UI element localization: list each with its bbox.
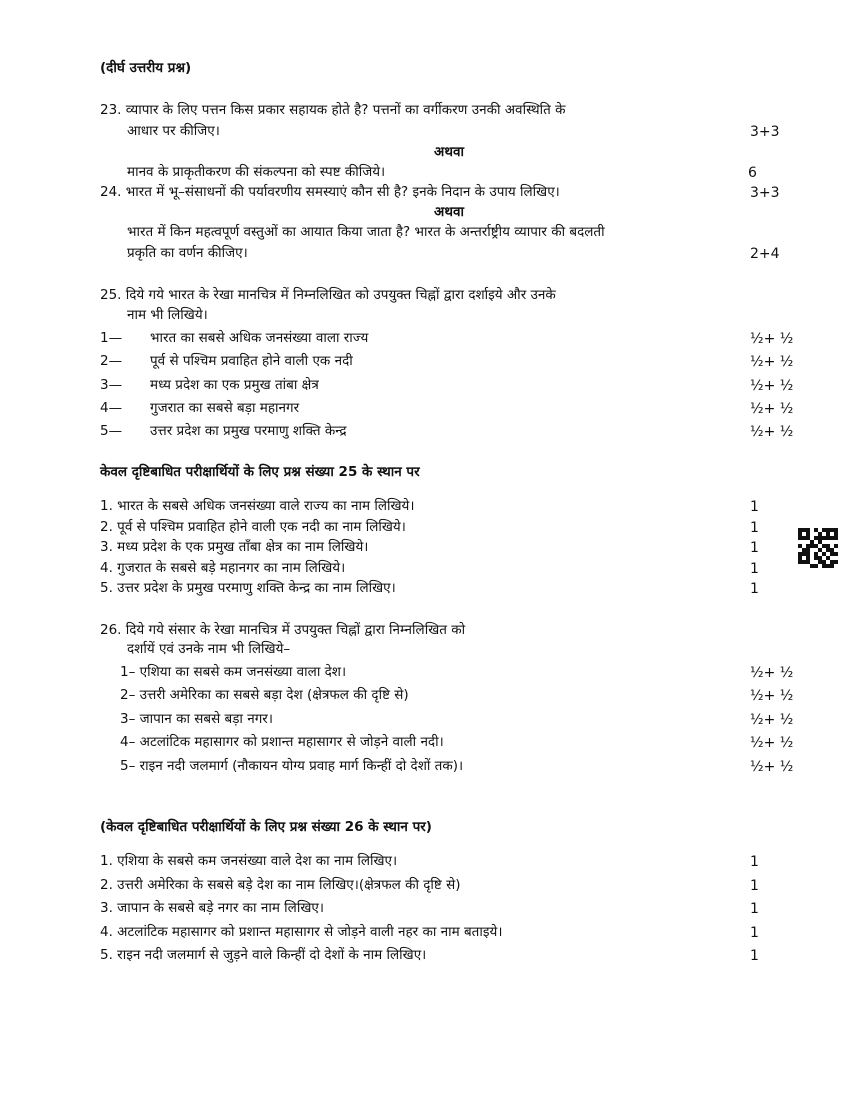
qr-code-icon [798,528,838,568]
vi25-item-2-marks: 1 [750,520,759,536]
q25-line2: नाम भी लिखिये। [127,307,208,323]
vi26-item-4-marks: 1 [750,925,759,941]
q26-item-1-marks: ½+ ½ [750,665,794,681]
q26-item-4-text: 4– अटलांटिक महासागर को प्रशान्त महासागर से जोड़ने वाली नदी। [120,734,444,750]
q25-item-1-number: 1— [100,330,123,346]
q24-alt-marks: 2+4 [750,246,780,262]
vi26-item-1-marks: 1 [750,854,759,870]
vi25-item-2-text: 2. पूर्व से पश्चिम प्रवाहित होने वाली एक नदी का नाम लिखिये। [100,519,406,535]
q25-item-3-number: 3— [100,377,123,393]
q25-item-5-marks: ½+ ½ [750,424,794,440]
q24-line1: 24. भारत में भू–संसाधनों की पर्यावरणीय समस्याएं कौन सी है? इनके निदान के उपाय लिखिए। [100,184,560,200]
q24-alt-line1: भारत में किन महत्वपूर्ण वस्तुओं का आयात किया जाता है? भारत के अन्तर्राष्ट्रीय व्यापार की बदलती [127,224,605,240]
vi25-item-3-text: 3. मध्य प्रदेश के एक प्रमुख ताँबा क्षेत्र का नाम लिखिये। [100,539,369,555]
q25-item-4-number: 4— [100,400,123,416]
q26-item-4-marks: ½+ ½ [750,735,794,751]
q25-item-3-marks: ½+ ½ [750,378,794,394]
q26-item-5-marks: ½+ ½ [750,759,794,775]
q26-item-3-text: 3– जापान का सबसे बड़ा नगर। [120,711,273,727]
q26-item-3-marks: ½+ ½ [750,712,794,728]
q23-or: अथवा [434,144,464,160]
q25-item-2-text: पूर्व से पश्चिम प्रवाहित होने वाली एक नदी [150,353,353,369]
q26-item-2-text: 2– उत्तरी अमेरिका का सबसे बड़ा देश (क्षेत्रफल की दृष्टि से) [120,687,409,703]
q26-line2: दर्शायें एवं उनके नाम भी लिखिये– [127,641,291,657]
vi26-item-5-text: 5. राइन नदी जलमार्ग से जुड़ने वाले किन्हीं दो देशों के नाम लिखिए। [100,947,427,963]
q24-or: अथवा [434,204,464,220]
q23-alt-marks: 6 [748,165,757,181]
vi26-item-3-marks: 1 [750,901,759,917]
q23-line1: 23. व्यापार के लिए पत्तन किस प्रकार सहायक होते है? पत्तनों का वर्गीकरण उनकी अवस्थिति के [100,102,566,118]
q25-item-2-marks: ½+ ½ [750,354,794,370]
q25-item-2-number: 2— [100,353,123,369]
q25-item-4-marks: ½+ ½ [750,401,794,417]
vi25-item-1-text: 1. भारत के सबसे अधिक जनसंख्या वाले राज्य का नाम लिखिये। [100,498,415,514]
vi26-heading: (केवल दृष्टिबाधित परीक्षार्थियों के लिए प्रश्न संख्या 26 के स्थान पर) [100,819,432,835]
q25-item-5-text: उत्तर प्रदेश का प्रमुख परमाणु शक्ति केन्द्र [150,423,347,439]
vi25-item-4-text: 4. गुजरात के सबसे बड़े महानगर का नाम लिखिये। [100,560,346,576]
q25-item-1-marks: ½+ ½ [750,331,794,347]
q26-item-2-marks: ½+ ½ [750,688,794,704]
vi26-item-1-text: 1. एशिया के सबसे कम जनसंख्या वाले देश का नाम लिखिए। [100,853,398,869]
vi25-item-4-marks: 1 [750,561,759,577]
vi26-item-3-text: 3. जापान के सबसे बड़े नगर का नाम लिखिए। [100,900,324,916]
section-heading: (दीर्घ उत्तरीय प्रश्न) [100,60,192,76]
q25-item-1-text: भारत का सबसे अधिक जनसंख्या वाला राज्य [150,330,369,346]
vi26-item-4-text: 4. अटलांटिक महासागर को प्रशान्त महासागर से जोड़ने वाली नहर का नाम बताइये। [100,924,503,940]
vi26-item-2-text: 2. उत्तरी अमेरिका के सबसे बड़े देश का नाम लिखिए।(क्षेत्रफल की दृष्टि से) [100,877,461,893]
q25-line1: 25. दिये गये भारत के रेखा मानचित्र में निम्नलिखित को उपयुक्त चिह्नों द्वारा दर्शाइये और उनके [100,287,556,303]
vi25-heading: केवल दृष्टिबाधित परीक्षार्थियों के लिए प्रश्न संख्या 25 के स्थान पर [100,464,420,480]
q23-marks: 3+3 [750,124,780,140]
q24-marks: 3+3 [750,185,780,201]
vi25-item-5-text: 5. उत्तर प्रदेश के प्रमुख परमाणु शक्ति केन्द्र का नाम लिखिए। [100,580,396,596]
vi25-item-5-marks: 1 [750,581,759,597]
vi26-item-5-marks: 1 [750,948,759,964]
vi25-item-1-marks: 1 [750,499,759,515]
q23-alt: मानव के प्राकृतीकरण की संकल्पना को स्पष्ट कीजिये। [127,164,386,180]
q26-item-5-text: 5– राइन नदी जलमार्ग (नौकायन योग्य प्रवाह मार्ग किन्हीं दो देशों तक)। [120,758,464,774]
q23-line2: आधार पर कीजिए। [127,123,220,139]
q26-line1: 26. दिये गये संसार के रेखा मानचित्र में उपयुक्त चिह्नों द्वारा निम्नलिखित को [100,622,466,638]
vi26-item-2-marks: 1 [750,878,759,894]
q26-item-1-text: 1– एशिया का सबसे कम जनसंख्या वाला देश। [120,664,347,680]
q25-item-5-number: 5— [100,423,123,439]
q25-item-4-text: गुजरात का सबसे बड़ा महानगर [150,400,300,416]
q24-alt-line2: प्रकृति का वर्णन कीजिए। [127,245,248,261]
q25-item-3-text: मध्य प्रदेश का एक प्रमुख तांबा क्षेत्र [150,377,319,393]
vi25-item-3-marks: 1 [750,540,759,556]
